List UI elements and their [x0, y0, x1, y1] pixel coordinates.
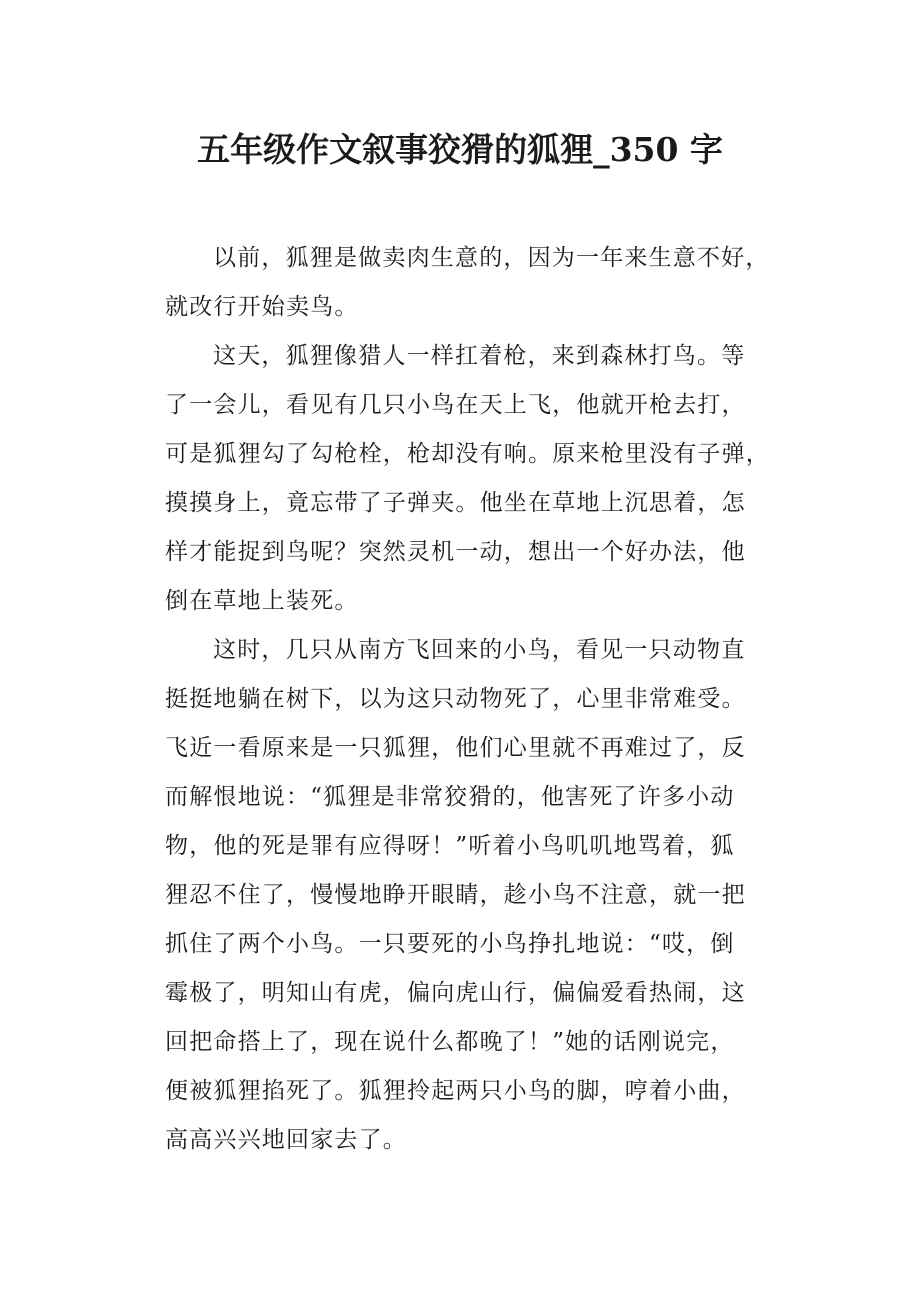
text-line: 便被狐狸掐死了。狐狸拎起两只小鸟的脚，哼着小曲， — [165, 1078, 746, 1104]
text-line: 可是狐狸勾了勾枪栓，枪却没有响。原来枪里没有子弹， — [165, 441, 770, 467]
text-line: 高高兴兴地回家去了。 — [165, 1127, 407, 1153]
text-line: 就改行开始卖鸟。 — [165, 294, 359, 320]
text-line: 挺挺地躺在树下，以为这只动物死了，心里非常难受。 — [165, 686, 746, 712]
text-line: 狸忍不住了，慢慢地睁开眼睛，趁小鸟不注意，就一把 — [165, 882, 746, 908]
text-line: 了一会儿，看见有几只小鸟在天上飞，他就开枪去打， — [165, 392, 746, 418]
text-line: 摸摸身上，竟忘带了子弹夹。他坐在草地上沉思着，怎 — [165, 490, 746, 516]
text-line: 飞近一看原来是一只狐狸，他们心里就不再难过了，反 — [165, 735, 746, 761]
document-title: 五年级作文叙事狡猾的狐狸_350 字 — [197, 130, 723, 169]
text-line: 这时，几只从南方飞回来的小鸟，看见一只动物直 — [213, 637, 746, 663]
text-line: 这天，狐狸像猎人一样扛着枪，来到森林打鸟。等 — [213, 343, 746, 369]
paragraph-2 — [165, 332, 770, 626]
text-line: 倒在草地上装死。 — [165, 588, 359, 614]
text-line: 物，他的死是罪有应得呀！”听着小鸟叽叽地骂着，狐 — [165, 833, 735, 859]
text-line: 而解恨地说：“狐狸是非常狡猾的，他害死了许多小动 — [165, 784, 735, 810]
text-line: 霉极了，明知山有虎，偏向虎山行，偏偏爱看热闹，这 — [165, 980, 746, 1006]
paragraph-3 — [165, 626, 765, 1165]
text-line: 样才能捉到鸟呢？突然灵机一动，想出一个好办法，他 — [165, 539, 746, 565]
text-line: 回把命搭上了，现在说什么都晚了！”她的话刚说完， — [165, 1029, 735, 1055]
document-body — [165, 234, 770, 1165]
paragraph-1 — [165, 234, 770, 332]
text-line: 抓住了两个小鸟。一只要死的小鸟挣扎地说：“哎，倒 — [165, 931, 735, 957]
text-line: 以前，狐狸是做卖肉生意的，因为一年来生意不好， — [213, 245, 770, 271]
